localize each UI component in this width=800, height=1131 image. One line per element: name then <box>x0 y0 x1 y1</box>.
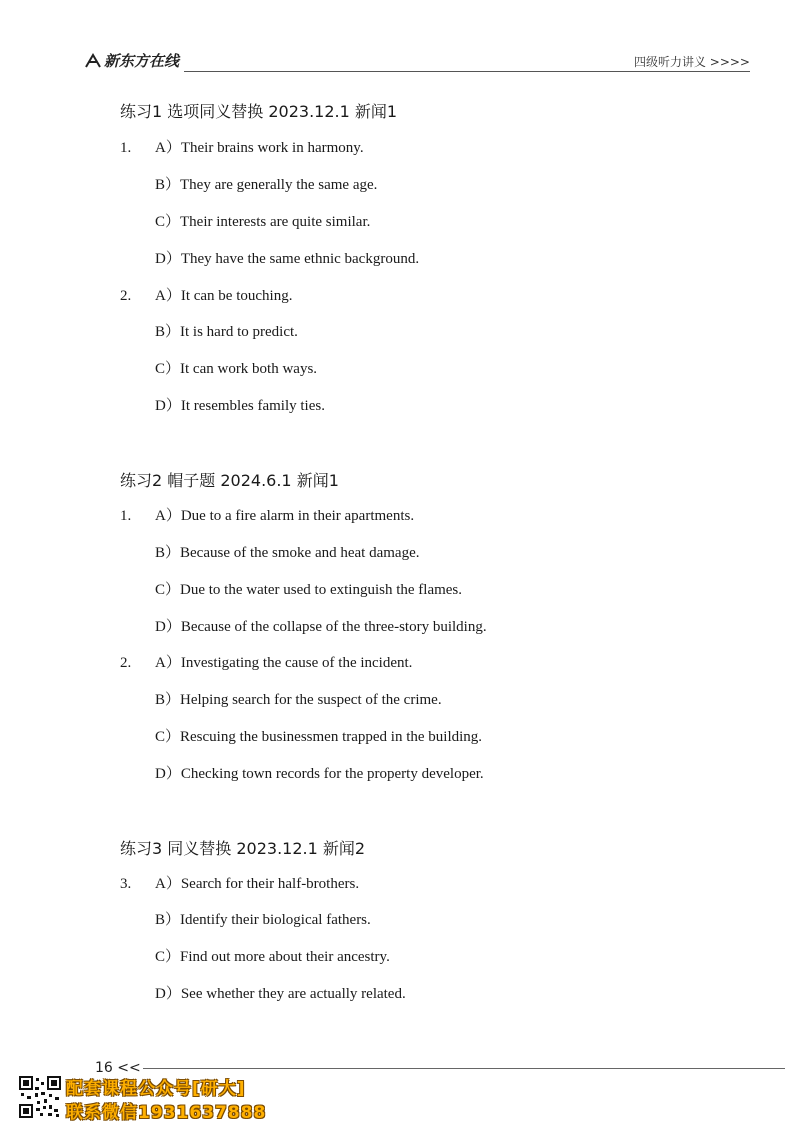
page-number: 16 << <box>95 1060 141 1076</box>
option-b: B）Identify their biological fathers. <box>155 912 371 928</box>
option-d: D）See whether they are actually related. <box>155 986 406 1002</box>
option-b: B）Helping search for the suspect of the crime. <box>155 692 442 708</box>
option-d: D）Because of the collapse of the three-story building. <box>155 619 487 635</box>
option-b: B）They are generally the same age. <box>155 177 378 193</box>
promo-line-2: 联系微信1931637888 <box>66 1103 267 1123</box>
header-divider <box>184 71 750 72</box>
option-c: C）Find out more about their ancestry. <box>155 949 390 965</box>
option-c: C）Their interests are quite similar. <box>155 214 371 230</box>
qr-code-icon <box>18 1075 62 1119</box>
option-c: C）Rescuing the businessmen trapped in the building. <box>155 729 483 745</box>
question-number: 2. <box>120 655 132 671</box>
option-d: D）It resembles family ties. <box>155 398 325 414</box>
option-b: B）Because of the smoke and heat damage. <box>155 545 420 561</box>
option-d: D）They have the same ethnic background. <box>155 251 420 267</box>
brand-mark-icon <box>84 52 102 70</box>
question-number: 2. <box>120 288 132 304</box>
option-d: D）Checking town records for the property developer. <box>155 766 484 782</box>
option-a: A）Search for their half-brothers. <box>155 876 360 892</box>
option-a: A）Due to a fire alarm in their apartments. <box>155 508 415 524</box>
option-a: A）Their brains work in harmony. <box>155 140 364 156</box>
option-a: A）Investigating the cause of the incident. <box>155 655 413 671</box>
question-number: 3. <box>120 876 132 892</box>
brand-logo-text: 新东方在线 <box>104 52 180 70</box>
option-a: A）It can be touching. <box>155 288 293 304</box>
question-number: 1. <box>120 140 132 156</box>
promo-watermark <box>18 1073 318 1121</box>
page-header <box>84 50 750 74</box>
option-c: C）Due to the water used to extinguish the flames. <box>155 582 463 598</box>
section-title-2: 练习2 帽子题 2024.6.1 新闻1 <box>120 471 339 490</box>
section-title-3: 练习3 同义替换 2023.12.1 新闻2 <box>120 839 366 858</box>
footer-divider <box>143 1068 785 1069</box>
question-number: 1. <box>120 508 132 524</box>
brand-logo <box>84 50 179 71</box>
promo-line-1: 配套课程公众号[研大] <box>66 1079 246 1099</box>
option-b: B）It is hard to predict. <box>155 324 298 340</box>
section-title-1: 练习1 选项同义替换 2023.12.1 新闻1 <box>120 102 398 121</box>
option-c: C）It can work both ways. <box>155 361 318 377</box>
handout-title: 四级听力讲义 >>>> <box>633 55 750 69</box>
